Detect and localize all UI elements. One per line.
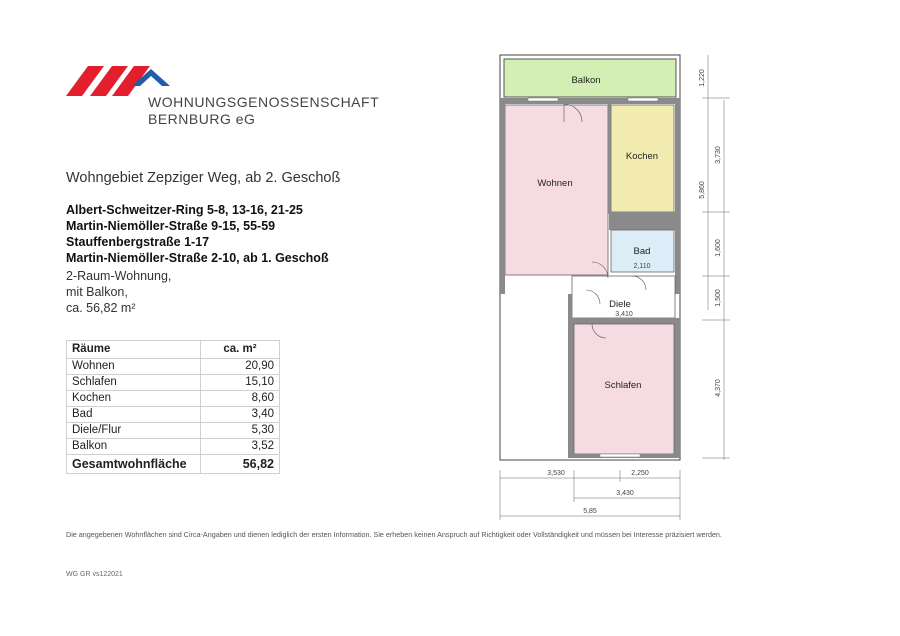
room-area: 8,60 (201, 391, 280, 407)
description-line: 2-Raum-Wohnung, (66, 269, 172, 283)
room-area: 20,90 (201, 359, 280, 375)
address-line: Stauffenbergstraße 1-17 (66, 235, 210, 249)
dim-bottom-2: 2,250 (631, 470, 649, 477)
room-name: Wohnen (67, 359, 201, 375)
total-area: 56,82 (201, 455, 280, 474)
room-name: Schlafen (67, 375, 201, 391)
document-code: WG GR vs122021 (66, 571, 123, 578)
company-logo (66, 64, 380, 134)
dim-right-5: 1,500 (715, 289, 722, 307)
label-bad: Bad (633, 246, 651, 257)
room-area: 5,30 (201, 423, 280, 439)
company-name (148, 94, 379, 128)
description-line: ca. 56,82 m² (66, 301, 136, 315)
room-area: 15,10 (201, 375, 280, 391)
dim-right-6: 4,370 (715, 379, 722, 397)
dim-right-3: 5,860 (699, 181, 706, 199)
rooms-table (66, 340, 280, 474)
company-name-line1: WOHNUNGSGENOSSENSCHAFT (148, 94, 380, 110)
dim-bottom-1: 3,530 (547, 470, 565, 477)
room-name: Diele/Flur (67, 423, 201, 439)
header-area: ca. m² (201, 341, 280, 359)
table-row (67, 439, 280, 455)
address-list (66, 202, 329, 266)
dim-right-1: 1,220 (699, 69, 706, 87)
table-row (67, 407, 280, 423)
address-line: Albert-Schweitzer-Ring 5-8, 13-16, 21-25 (66, 203, 303, 217)
label-kochen: Kochen (625, 151, 659, 162)
disclaimer: Die angegebenen Wohnflächen sind Circa-Angaben und dienen lediglich der ersten Information. Sie erheben keinen Anspruch auf Richtigkeit oder Vollständigkeit und müssen bei Interesse präzisiert werden. (66, 530, 722, 539)
room-area: 3,40 (201, 407, 280, 423)
table-header-row (67, 341, 280, 359)
dim-right-2: 3,730 (715, 146, 722, 164)
label-schlafen: Schlafen (604, 380, 642, 391)
page-subtitle: Wohngebiet Zepziger Weg, ab 2. Geschoß (66, 170, 341, 186)
room-name: Bad (67, 407, 201, 423)
room-name: Kochen (67, 391, 201, 407)
floor-plan-drawing (490, 50, 740, 520)
dim-right-4: 1,600 (715, 239, 722, 257)
label-balkon: Balkon (571, 75, 601, 86)
dim-bottom-4: 5,85 (583, 508, 597, 515)
table-total-row (67, 455, 280, 474)
room-area: 3,52 (201, 439, 280, 455)
label-wohnen: Wohnen (537, 178, 573, 189)
description-line: mit Balkon, (66, 285, 128, 299)
table-row (67, 391, 280, 407)
label-diele: Diele (609, 299, 631, 310)
floor-plan (490, 50, 740, 520)
dim-diele-width: 3,410 (615, 311, 633, 318)
header-room: Räume (67, 341, 201, 359)
total-label: Gesamtwohnfläche (67, 455, 201, 474)
room-name: Balkon (67, 439, 201, 455)
apartment-description (66, 268, 171, 316)
company-name-line2: BERNBURG eG (148, 111, 256, 127)
dim-bad-width: 2,110 (633, 263, 651, 270)
table-row (67, 359, 280, 375)
dim-bottom-3: 3,430 (616, 490, 634, 497)
table-row (67, 423, 280, 439)
room-wohnen (505, 105, 608, 275)
address-line: Martin-Niemöller-Straße 2-10, ab 1. Geschoß (66, 251, 329, 265)
logo-mark-icon (66, 64, 176, 98)
address-line: Martin-Niemöller-Straße 9-15, 55-59 (66, 219, 276, 233)
table-row (67, 375, 280, 391)
